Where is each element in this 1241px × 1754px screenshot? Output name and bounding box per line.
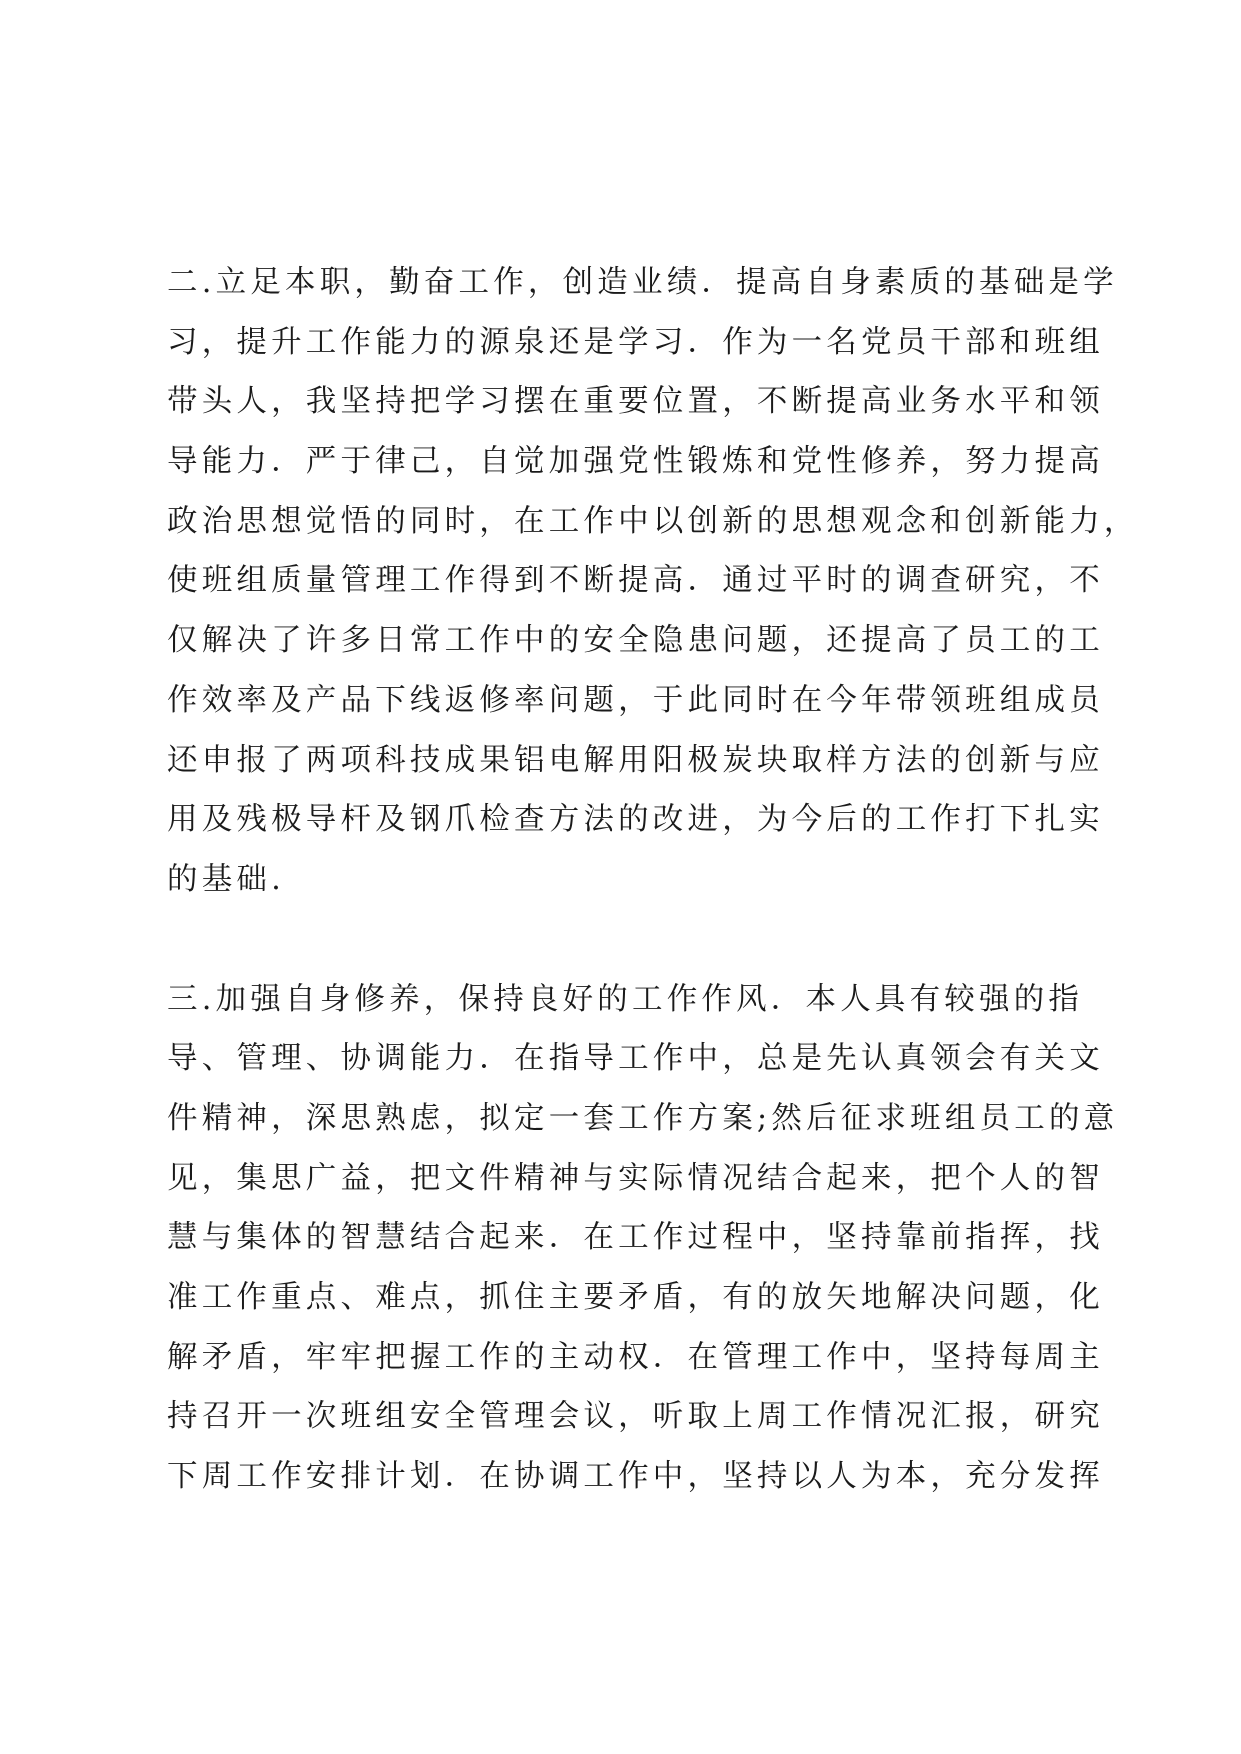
text-line: 三.加强自身修养，保持良好的工作作风．本人具有较强的指 [167,981,1084,1017]
paragraph-section-three [167,970,1119,1507]
paragraph-section-two [167,253,1139,910]
text-line: 二.立足本职，勤奋工作，创造业绩．提高自身素质的基础是学 [167,265,1118,300]
text-line: 件精神，深思熟虑，拟定一套工作方案;然后征求班组员工的意 [167,1100,1119,1136]
paragraph-gap [167,910,1087,970]
text-line: 见，集思广益，把文件精神与实际情况结合起来，把个人的智 [167,1160,1104,1196]
text-line: 仅解决了许多日常工作中的安全隐患问题，还提高了员工的工 [167,623,1104,659]
text-line: 习，提升工作能力的源泉还是学习．作为一名党员干部和班组 [167,324,1104,360]
text-line: 的基础. [167,861,285,897]
text-line: 用及残极导杆及钢爪检查方法的改进，为今后的工作打下扎实 [167,802,1104,838]
text-line: 导能力．严于律己，自觉加强党性锻炼和党性修养，努力提高 [167,444,1104,480]
text-line: 使班组质量管理工作得到不断提高．通过平时的调查研究，不 [167,563,1104,599]
text-line: 还申报了两项科技成果铝电解用阳极炭块取样方法的创新与应 [167,742,1104,778]
text-line: 解矛盾，牢牢把握工作的主动权．在管理工作中，坚持每周主 [167,1339,1104,1375]
text-line: 导、管理、协调能力．在指导工作中，总是先认真领会有关文 [167,1041,1104,1077]
text-line: 带头人，我坚持把学习摆在重要位置，不断提高业务水平和领 [167,384,1104,420]
text-line: 持召开一次班组安全管理会议，听取上周工作情况汇报，研究 [167,1399,1104,1435]
text-line: 作效率及产品下线返修率问题，于此同时在今年带领班组成员 [167,682,1104,718]
document-body [167,253,1139,1507]
text-line: 下周工作安排计划．在协调工作中，坚持以人为本，充分发挥 [167,1459,1104,1495]
text-line: 政治思想觉悟的同时，在工作中以创新的思想观念和创新能力， [167,503,1139,539]
text-line: 慧与集体的智慧结合起来．在工作过程中，坚持靠前指挥，找 [167,1220,1104,1256]
text-line: 准工作重点、难点，抓住主要矛盾，有的放矢地解决问题，化 [167,1280,1104,1315]
